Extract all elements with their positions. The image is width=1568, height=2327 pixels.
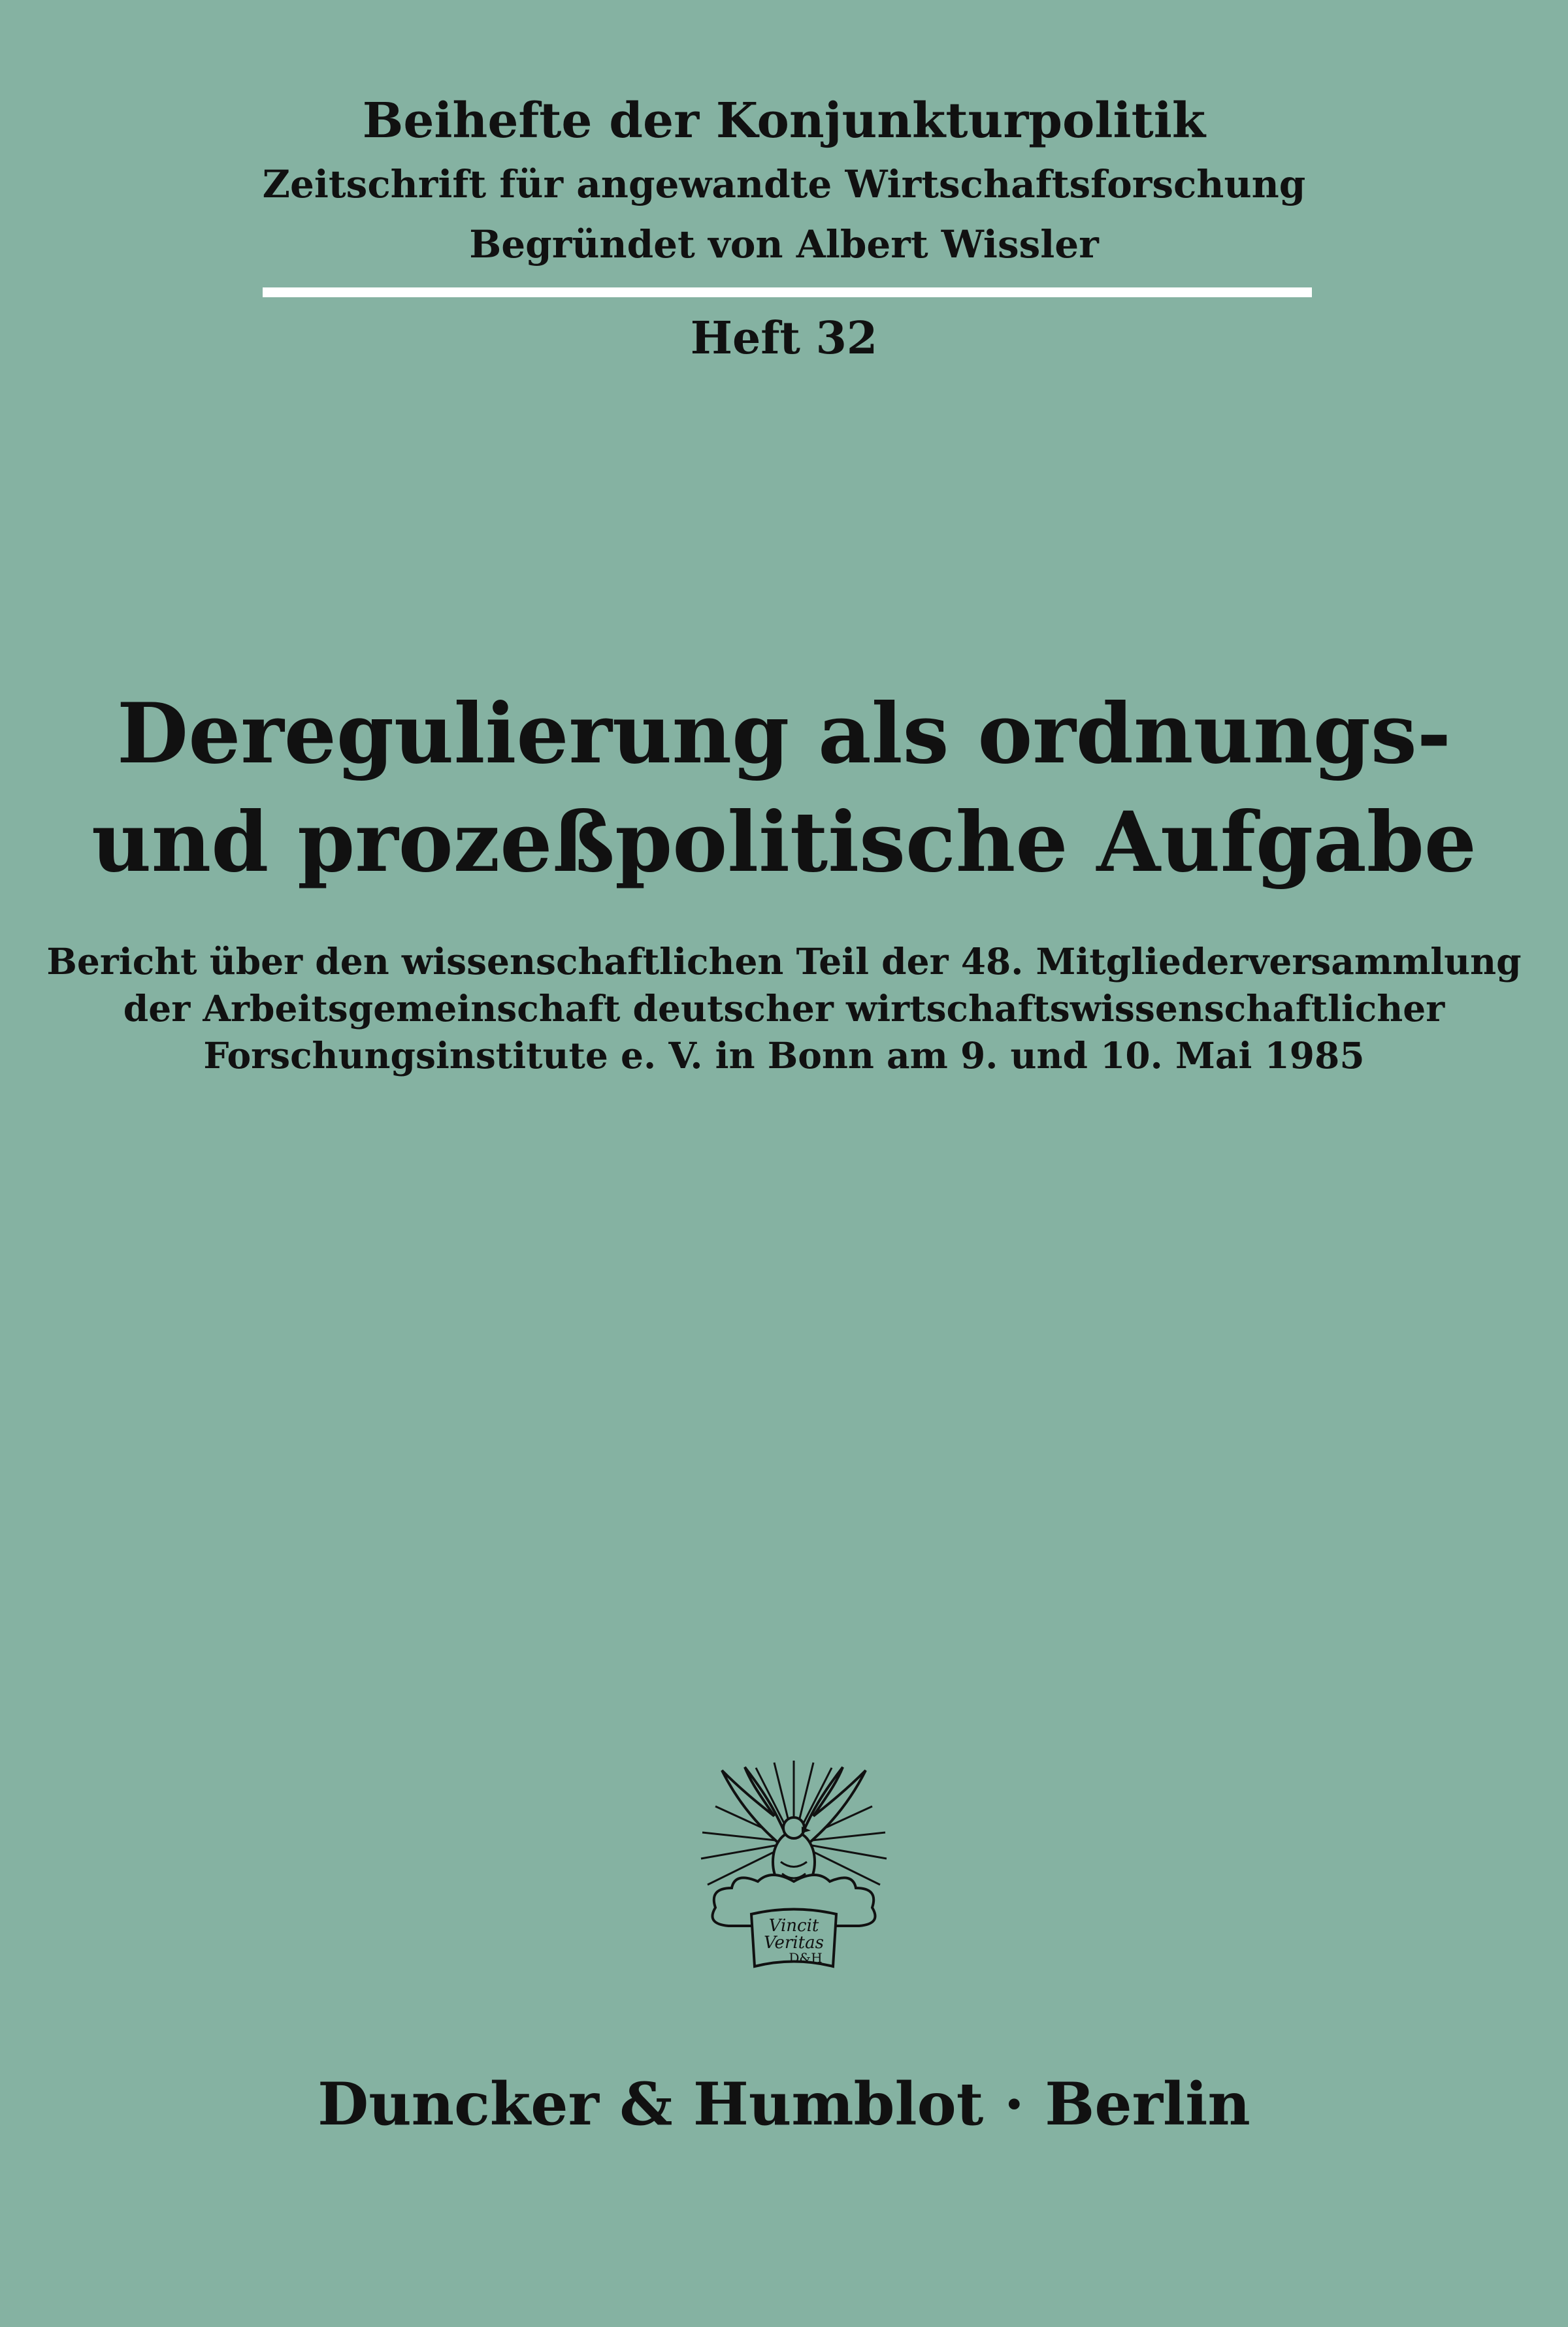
logo-monogram: D&H: [789, 1950, 823, 1966]
series-subtitle: Zeitschrift für angewandte Wirtschaftsforschung: [262, 162, 1306, 206]
issue-number: Heft 32: [690, 312, 878, 365]
logo-motto-line2: Veritas: [764, 1933, 824, 1953]
report-line: der Arbeitsgemeinschaft deutscher wirtschaftswissenschaftlicher: [123, 987, 1445, 1030]
series-founder: Begründet von Albert Wissler: [469, 222, 1099, 267]
book-title-line: und prozeßpolitische Aufgabe: [91, 794, 1477, 890]
report-line: Forschungsinstitute e. V. in Bonn am 9. und 10. Mai 1985: [203, 1034, 1365, 1077]
book-title-line: Deregulierung als ordnungs-: [116, 685, 1452, 782]
report-description: [0, 938, 1568, 1079]
report-line: Bericht über den wissenschaftlichen Teil der 48. Mitgliederversammlung: [46, 940, 1522, 983]
book-title: [0, 679, 1568, 896]
publisher-name: Duncker & Humblot · Berlin: [318, 2070, 1250, 2139]
divider-rule: [263, 287, 1312, 297]
series-title: Beihefte der Konjunkturpolitik: [362, 93, 1206, 149]
logo-motto-line1: Vincit: [768, 1916, 819, 1936]
eagle-emblem-icon: [696, 1757, 892, 1979]
